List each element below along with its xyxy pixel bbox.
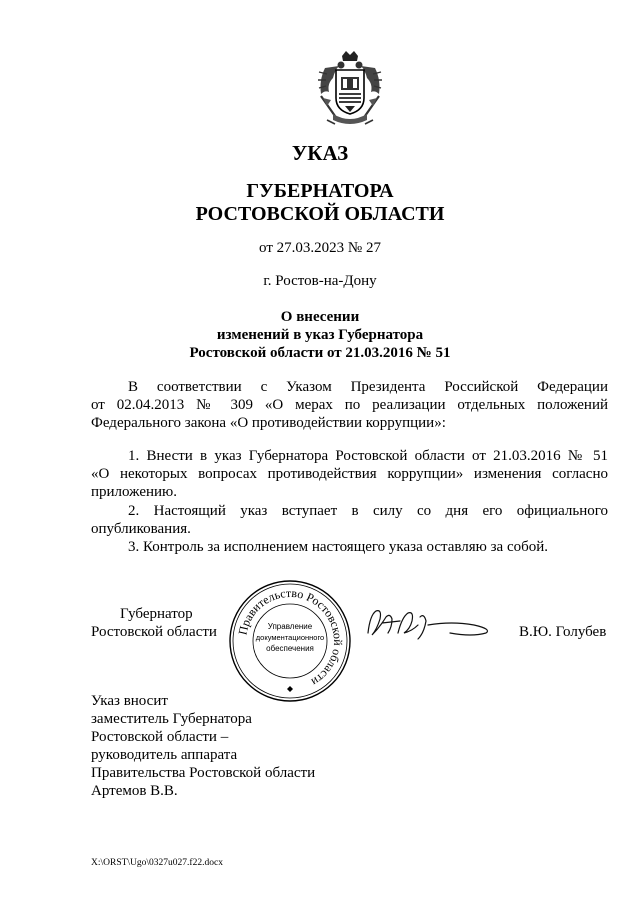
item-2-line-2: опубликования. [91,521,191,537]
executor-line-2: Ростовской области – [91,729,229,745]
issuer-line-2: РОСТОВСКОЙ ОБЛАСТИ [195,203,445,225]
signer-position-line-2: Ростовской области [91,624,217,640]
preamble-line-2: от 02.04.2013 № 309 «О мерах по реализации отдельных положений [91,397,608,413]
subject-line-1: О внесении [280,309,360,325]
executor-line-1: заместитель Губернатора [91,711,252,727]
item-1-line-3: приложению. [91,484,178,500]
item-1-line-2: «О некоторых вопросах противодействия коррупции» изменения согласно [91,466,608,482]
seal-inner-line-3: обеспечения [266,644,314,653]
seal-inner-line-2: документационного [255,633,325,642]
preamble-line-3: Федерального закона «О противодействии коррупции»: [91,415,446,431]
document-date-number: от 27.03.2023 № 27 [259,240,381,256]
signer-position-line-1: Губернатор [120,606,193,622]
subject-line-2: изменений в указ Губернатора [216,327,424,343]
issuer-line-1: ГУБЕРНАТОРА [246,180,394,202]
file-path-footer: X:\ORST\Ugo\0327u027.f22.docx [91,858,223,868]
coat-of-arms-icon [315,50,385,128]
subject-line-3: Ростовской области от 21.03.2016 № 51 [189,345,451,361]
item-2-line-1: 2. Настоящий указ вступает в силу со дня его официального [128,503,608,519]
preamble-line-1: В соответствии с Указом Президента Российской Федерации [128,379,608,395]
signer-name: В.Ю. Голубев [519,624,607,640]
seal-inner-line-1: Управление [267,622,313,631]
seal-ring-text: Правительство Ростовской области [235,585,346,690]
item-3-line-1: 3. Контроль за исполнением настоящего указа оставляю за собой. [128,539,549,555]
executor-line-4: Правительства Ростовской области [91,765,316,781]
executor-line-5: Артемов В.В. [91,783,178,799]
executor-line-3: руководитель аппарата [91,747,238,763]
handwritten-signature [362,603,497,643]
executor-line-0: Указ вносит [91,693,168,709]
official-seal-stamp [226,577,354,705]
item-1-line-1: 1. Внести в указ Губернатора Ростовской области от 21.03.2016 № 51 [128,448,608,464]
document-type-title: УКАЗ [291,141,349,165]
document-city: г. Ростов-на-Дону [263,273,377,289]
